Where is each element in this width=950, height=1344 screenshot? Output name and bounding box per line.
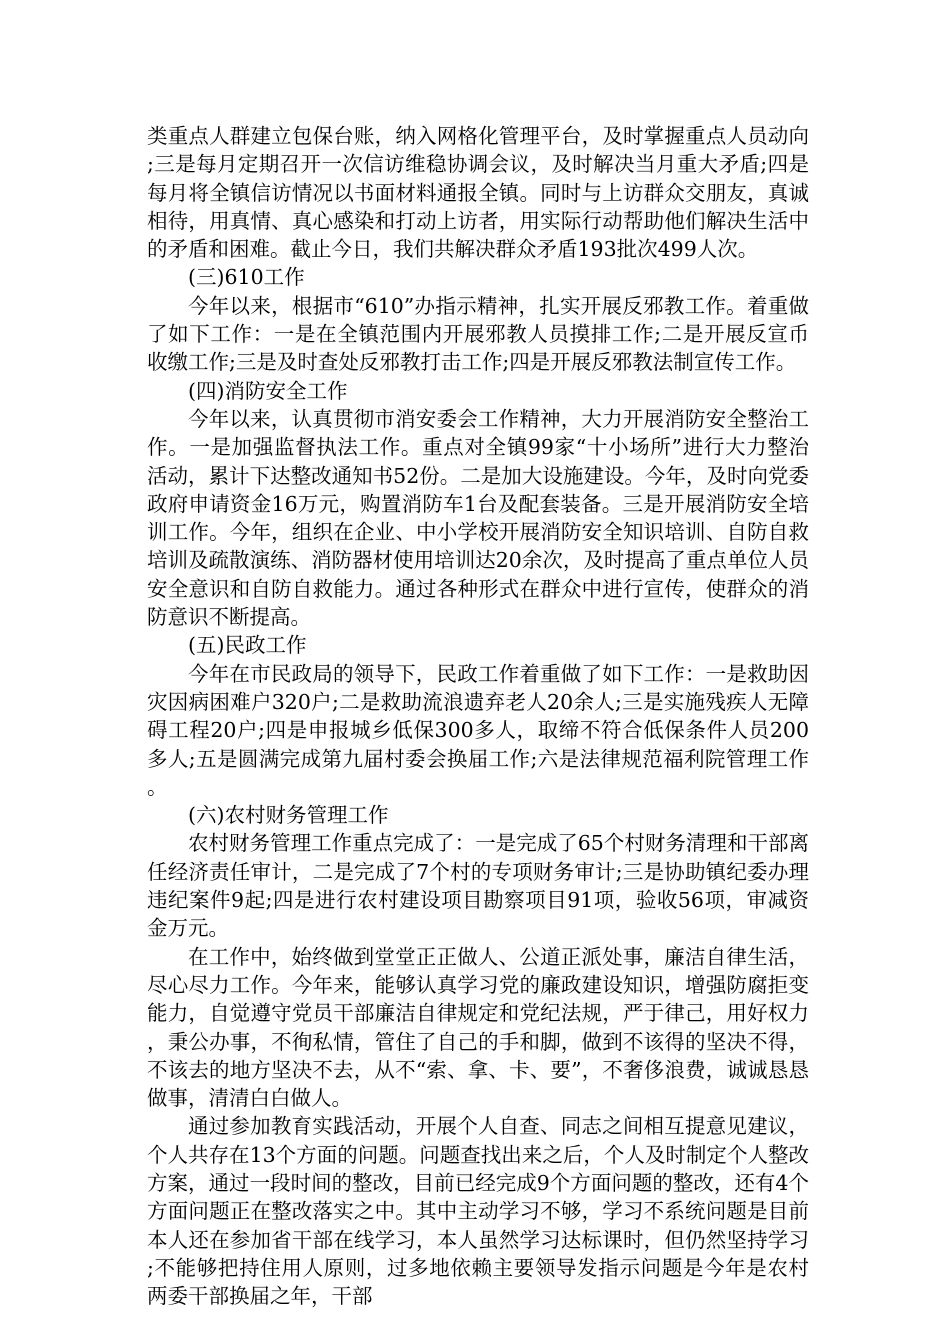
paragraph-integrity: 在工作中，始终做到堂堂正正做人、公道正派处事，廉洁自律生活，尽心尽力工作。今年来，能够认真学习党的廉政建设知识，增强防腐拒变能力，自觉遵守党员干部廉洁自律规定和党纪法规，严于律己，用好权力，秉公办事，不徇私情，管住了自己的手和脚，做到不该得的坚决不得，不该去的地方坚决不去，从不“索、拿、卡、要”，不奢侈浪费，诚诚恳恳做事，清清白白做人。 <box>147 944 809 1111</box>
paragraph-rural-finance: 农村财务管理工作重点完成了：一是完成了65个村财务清理和干部离任经济责任审计，二是完成了7个村的专项财务审计;三是协助镇纪委办理违纪案件9起;四是进行农村建设项目勘察项目91项，验收56项，审减资金万元。 <box>147 831 809 941</box>
paragraph-610-work: 今年以来，根据市“610”办指示精神，扎实开展反邪教工作。着重做了如下工作：一是在全镇范围内开展邪教人员摸排工作;二是开展反宣币收缴工作;三是及时查处反邪教打击工作;四是开展反邪教法制宣传工作。 <box>147 293 809 375</box>
paragraph-fire-safety: 今年以来，认真贯彻市消安委会工作精神，大力开展消防安全整治工作。一是加强监督执法工作。重点对全镇99家“十小场所”进行大力整治活动，累计下达整改通知书52份。二是加大设施建设。今年，及时向党委政府申请资金16万元，购置消防车1台及配套装备。三是开展消防安全培训工作。今年，组织在企业、中小学校开展消防安全知识培训、自防自救培训及疏散演练、消防器材使用培训达20余次，及时提高了重点单位人员安全意识和自防自救能力。通过各种形式在群众中进行宣传，使群众的消防意识不断提高。 <box>147 406 809 630</box>
paragraph-civil-affairs: 今年在市民政局的领导下，民政工作着重做了如下工作：一是救助因灾因病困难户320户;二是救助流浪遗弃老人20余人;三是实施残疾人无障碍工程20户;四是申报城乡低保300多人，取缔不符合低保条件人员200多人;五是圆满完成第九届村委会换届工作;六是法律规范福利院管理工作。 <box>147 661 809 799</box>
section-heading-fire-safety: (四)消防安全工作 <box>188 378 348 403</box>
document-body <box>147 122 809 1310</box>
paragraph-self-inspection: 通过参加教育实践活动，开展个人自查、同志之间相互提意见建议，个人共存在13个方面的问题。问题查找出来之后，个人及时制定个人整改方案，通过一段时间的整改，目前已经完成9个方面问题的整改，还有4个方面问题正在整改落实之中。其中主动学习不够，学习不系统问题是目前本人还在参加省干部在线学习，本人虽然学习达标课时，但仍然坚持学习;不能够把持住用人原则，过多地依赖主要领导发指示问题是今年是农村两委干部换届之年，干部 <box>147 1114 809 1309</box>
section-heading-rural-finance: (六)农村财务管理工作 <box>188 803 389 828</box>
section-heading-610-work: (三)610工作 <box>188 265 305 290</box>
paragraph-petition-work-continued: 类重点人群建立包保台账，纳入网格化管理平台，及时掌握重点人员动向;三是每月定期召开一次信访维稳协调会议，及时解决当月重大矛盾;四是每月将全镇信访情况以书面材料通报全镇。同时与上访群众交朋友，真诚相待，用真情、真心感染和打动上访者，用实际行动帮助他们解决生活中的矛盾和困难。截止今日，我们共解决群众矛盾193批次499人次。 <box>147 124 809 262</box>
section-heading-civil-affairs: (五)民政工作 <box>188 633 307 658</box>
